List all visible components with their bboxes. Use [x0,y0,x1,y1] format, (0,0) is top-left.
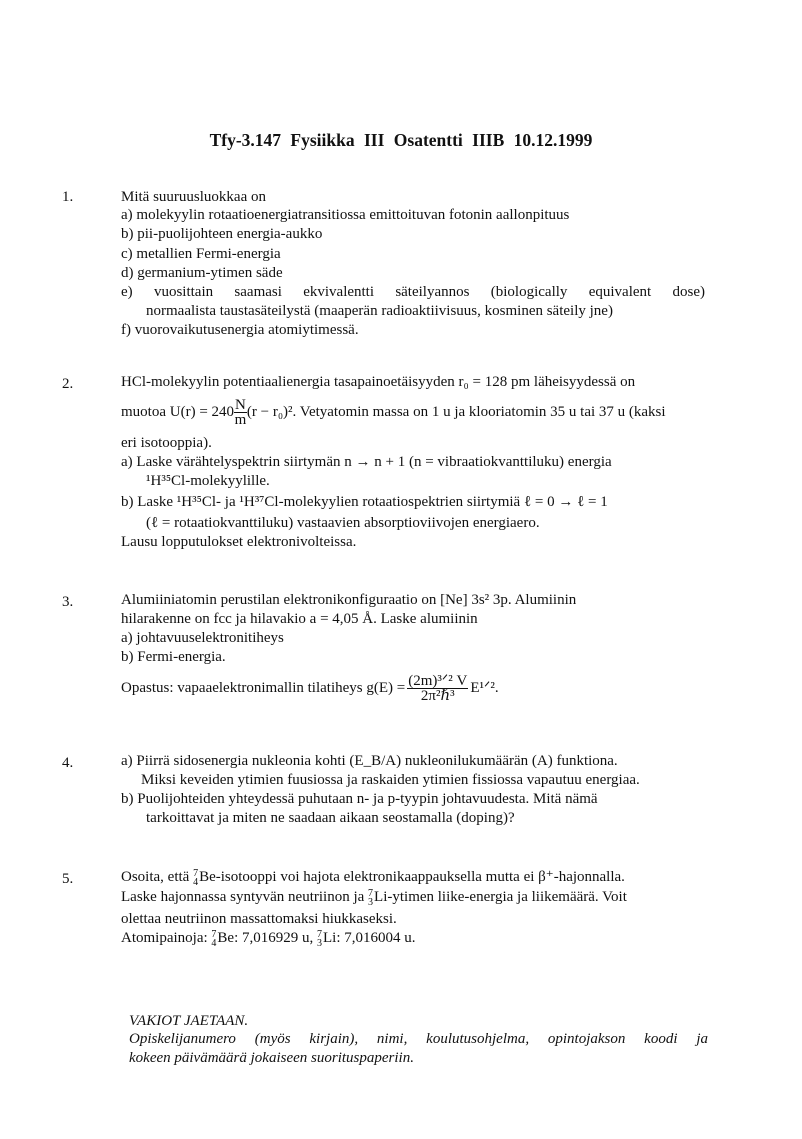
dos-numerator: (2m)³ᐟ² V [408,673,468,690]
q5-l4c: Li: 7,016004 u. [323,930,416,946]
question-2-part-a-cont: ¹H³⁵Cl-molekyylille. [146,473,270,489]
question-4-part-a: a) Piirrä sidosenergia nukleonia kohti (E_B/A) nukleonilukumäärän (A) funktiona. [121,753,618,769]
question-3-hint [121,668,499,708]
question-3-part-a: a) johtavuuselektronitiheys [121,630,284,646]
footer-constants: VAKIOT JAETAAN. [129,1013,249,1029]
question-2-part-a: a) Laske värähtelyspektrin siirtymän n → n + 1 (n = vibraatiokvanttiluku) energia [121,454,612,470]
question-1-number: 1. [62,189,74,205]
question-2-line-2-rest: Vetyatomin massa on 1 u ja klooriatomin 35 u tai 37 u (kaksi [299,404,666,420]
question-3-line-1: Alumiiniatomin perustilan elektronikonfiguraatio on [Ne] 3s² 3p. Alumiinin [121,592,577,608]
footer-instructions-1: Opiskelijanumero (myös kirjain), nimi, koulutusohjelma, opintojakson koodi ja [129,1031,708,1047]
question-4-part-a-cont: Miksi keveiden ytimien fuusiossa ja raskaiden ytimien fissiossa vapautuu energiaa. [141,772,640,788]
question-4-number: 4. [62,755,74,771]
question-2-number: 2. [62,376,74,392]
be7-nuclide-notation: 7 4 [193,867,199,888]
question-1-item-d: d) germanium-ytimen säde [121,265,283,281]
question-4-part-b: b) Puolijohteiden yhteydessä puhutaan n- ja p-tyypin johtavuudesta. Mitä nämä [121,791,598,807]
page-title: Tfy-3.147 Fysiikka III Osatentti IIIB 10.12.1999 [209,130,593,150]
potential-formula-lhs: U(r) = 240 [169,404,235,420]
question-1-item-c: c) metallien Fermi-energia [121,246,281,262]
question-5-line-4 [121,929,416,948]
potential-fraction [234,398,247,427]
question-2-line-1: HCl-molekyylin potentiaalienergia tasapainoetäisyyden r₀ = 128 pm läheisyydessä on [121,374,636,390]
dos-tail: E¹ᐟ². [470,680,499,696]
dos-denominator: 2π²ℏ³ [420,688,455,705]
q5-l1a: Osoita, että [121,869,190,885]
question-3-line-2: hilarakenne on fcc ja hilavakio a = 4,05 Å. Laske alumiinin [121,611,478,627]
question-5-line-3: olettaa neutriinon massattomaksi hiukkaseksi. [121,911,397,927]
question-2-last: Lausu lopputulokset elektronivolteissa. [121,534,357,550]
q5-l2b: Li-ytimen liike-energia ja liikemäärä. Voit [374,889,627,905]
question-2-formula-line [121,394,666,430]
density-of-states-fraction [407,674,468,703]
question-5-number: 5. [62,871,74,887]
footer-instructions-2: kokeen päivämäärä jokaiseen suorituspaperiin. [129,1050,414,1066]
question-5-line-2 [121,888,627,907]
li7-nuclide-notation: 7 3 [368,887,374,908]
question-1-item-e-cont: normaalista taustasäteilystä (maaperän radioaktiivisuus, kosminen säteily jne) [146,303,613,319]
q5-l4b: Be: 7,016929 u, [217,930,314,946]
q5-l1b: Be-isotooppi voi hajota elektronikaappauksella mutta ei β⁺-hajonnalla. [199,869,625,885]
q5-l4a: Atomipainoja: [121,930,208,946]
hint-text: Opastus: vapaaelektronimallin tilatiheys g(E) = [121,680,406,696]
potential-formula-rhs: (r − r₀)². [246,404,297,420]
question-4-part-b-cont: tarkoittavat ja miten ne saadaan aikaan seostamalla (doping)? [146,810,515,826]
question-2-part-b: b) Laske ¹H³⁵Cl- ja ¹H³⁷Cl-molekyylien rotaatiospektrien siirtymiä ℓ = 0 → ℓ = 1 [121,494,608,510]
q5-l2a: Laske hajonnassa syntyvän neutriinon ja [121,889,365,905]
question-3-number: 3. [62,594,74,610]
question-2-line-3: eri isotooppia). [121,435,212,451]
question-1-intro: Mitä suuruusluokkaa on [121,189,266,205]
question-1-item-e: e) vuosittain saamasi ekvivalentti säteilyannos (biologically equivalent dose) [121,284,705,300]
muotoa-text: muotoa [121,404,166,420]
fraction-denominator: m [234,412,247,429]
question-1-item-a: a) molekyylin rotaatioenergiatransitiossa emittoituvan fotonin aallonpituus [121,207,570,223]
question-2-part-b-cont: (ℓ = rotaatiokvanttiluku) vastaavien absorptioviivojen energiaero. [146,515,540,531]
question-3-part-b: b) Fermi-energia. [121,649,226,665]
question-1-item-f: f) vuorovaikutusenergia atomiytimessä. [121,322,359,338]
be7-nuclide-notation-2: 7 4 [211,928,217,949]
fraction-numerator: N [235,397,246,414]
question-1-item-b: b) pii-puolijohteen energia-aukko [121,226,323,242]
question-5-line-1 [121,868,625,887]
li7-nuclide-notation-2: 7 3 [317,928,322,949]
